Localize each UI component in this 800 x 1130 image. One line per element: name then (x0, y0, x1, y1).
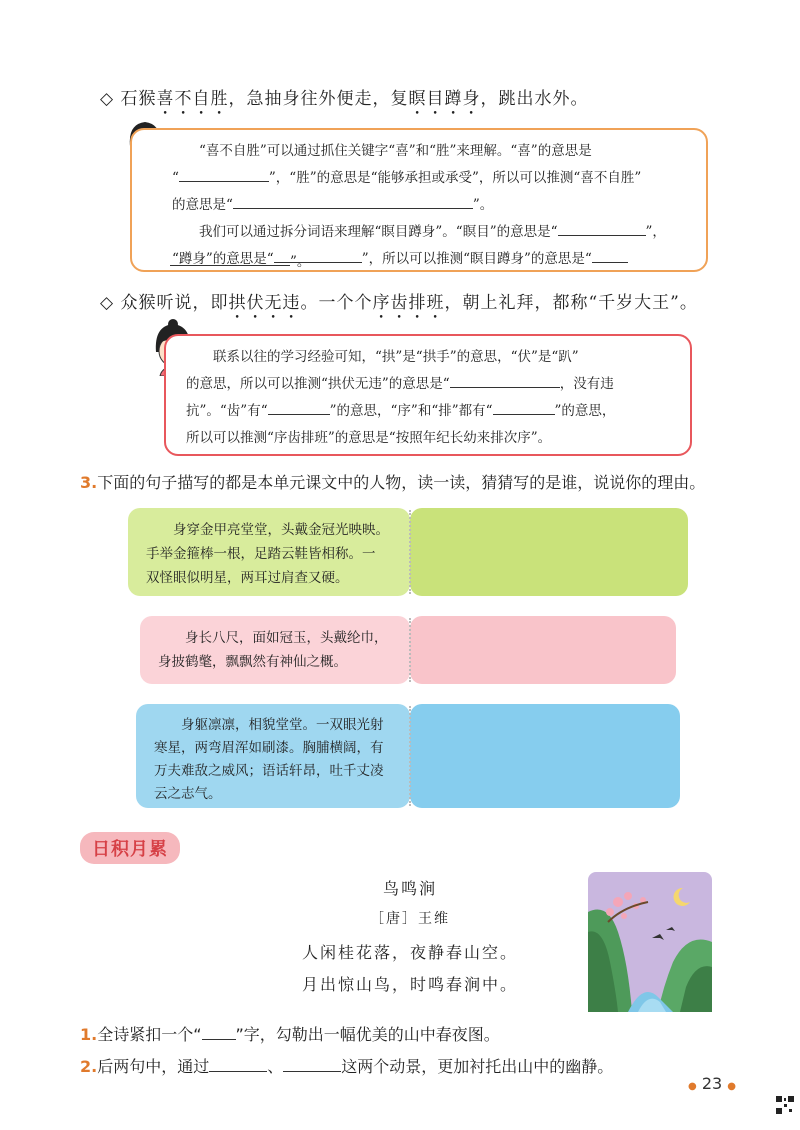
card-text: 云之志气。 (154, 786, 222, 802)
hint-text: ，没有违 (559, 376, 614, 392)
dot-icon: ● (727, 1081, 737, 1092)
question-text: 后两句中，通过 (97, 1057, 210, 1076)
answer-blank[interactable] (558, 221, 646, 236)
dotted-word: 序齿排班 (372, 293, 445, 313)
sentence-1 (100, 84, 588, 119)
character-card-3 (136, 704, 410, 808)
card-text: 手举金箍棒一根，足踏云鞋皆相称。一 (146, 546, 376, 562)
section-tag: 日积月累 (80, 832, 180, 864)
poem-question-1 (80, 1022, 500, 1045)
card-divider (409, 510, 411, 594)
hint-text: “喜不自胜”可以通过抓住关键字“喜”和“胜”来理解。“喜”的意思是 (199, 143, 592, 159)
hint-text: 所以可以推测“序齿排班”的意思是“按照年纪长幼来排次序”。 (186, 430, 552, 446)
mountain-night-illustration (588, 872, 712, 1012)
poem-line-2: 月出惊山鸟，时鸣春涧中。 (301, 975, 518, 994)
hint-text: 抗”。“齿”有“ (186, 403, 268, 419)
character-card-1 (128, 508, 410, 596)
answer-area-3[interactable] (410, 704, 680, 808)
hint-text: “蹲身”的意思是“ (172, 251, 274, 267)
answer-area-2[interactable] (410, 616, 676, 684)
hint-text: “ (172, 170, 179, 186)
poem-question-2 (80, 1054, 613, 1077)
card-divider (409, 618, 411, 682)
question-number: 1. (80, 1025, 98, 1044)
question-text: ”字，勾勒出一幅优美的山中春夜图。 (235, 1025, 500, 1044)
sentence-text: ，朝上礼拜，都称“千岁大王”。 (444, 293, 698, 313)
sentence-text: 石猴 (120, 89, 157, 109)
dotted-word: 拱伏无违 (228, 293, 301, 313)
answer-blank[interactable] (179, 167, 269, 182)
answer-blank[interactable] (233, 194, 473, 209)
sentence-text: ，急抽身往外便走，复 (228, 89, 409, 109)
card-text: 双怪眼似明星，两耳过肩查又硬。 (146, 570, 349, 586)
qr-code-icon (776, 1096, 794, 1114)
poem-title: 鸟鸣涧 (382, 879, 437, 898)
hint-text: ”， (645, 224, 666, 240)
answer-blank[interactable] (283, 1057, 341, 1072)
hint-text: 的意思是“ (172, 197, 233, 213)
answer-area-1[interactable] (410, 508, 688, 596)
answer-blank[interactable] (209, 1057, 267, 1072)
answer-blank[interactable] (202, 1025, 236, 1040)
diamond-marker: ◇ (100, 89, 115, 109)
poem-author: ［唐］王维 (370, 911, 450, 927)
hint-text: ”，所以可以推测“瞑目蹲身”的意思是“ (361, 251, 592, 267)
card-text: 身长八尺，面如冠玉，头戴纶巾， (185, 630, 388, 646)
question-text: 、 (267, 1057, 284, 1076)
card-divider (409, 706, 411, 806)
hint-text: 我们可以通过拆分词语来理解“瞑目蹲身”。“瞑目”的意思是“ (199, 224, 558, 240)
page-number-text: 23 (701, 1074, 723, 1093)
hint-text: 的意思，所以可以推测“拱伏无违”的意思是“ (186, 376, 450, 392)
poem-line-1: 人闲桂花落，夜静春山空。 (301, 943, 518, 962)
dot-icon: ● (688, 1081, 697, 1092)
hint-text: ”的意思，“序”和“排”都有“ (329, 403, 493, 419)
hint-text: ”的意思， (554, 403, 616, 419)
hint-text: ”。 (472, 197, 494, 213)
sentence-text: ，跳出水外。 (480, 89, 589, 109)
page-number (688, 1074, 736, 1093)
box1-last-line (170, 250, 310, 270)
dotted-word: 喜不自胜 (156, 89, 229, 109)
answer-blank[interactable] (450, 373, 560, 388)
diamond-marker: ◇ (100, 293, 115, 313)
question-text: 全诗紧扣一个“ (97, 1025, 202, 1044)
card-text: 身穿金甲亮堂堂，头戴金冠光映映。 (173, 522, 389, 538)
question-3 (80, 470, 705, 493)
answer-blank[interactable] (493, 400, 555, 415)
answer-blank[interactable] (170, 251, 290, 266)
question-number: 2. (80, 1057, 98, 1076)
character-card-2 (140, 616, 410, 684)
sentence-text: 。一个个 (300, 293, 373, 313)
hint-text: 联系以往的学习经验可知，“拱”是“拱手”的意思，“伏”是“趴” (213, 349, 579, 365)
question-number: 3. (80, 473, 98, 492)
hint-box-2 (164, 334, 692, 456)
card-text: 万夫难敌之威风；语话轩昂，吐千丈凌 (154, 763, 384, 779)
answer-blank[interactable] (592, 248, 628, 263)
card-text: 寒星，两弯眉浑如刷漆。胸脯横阔，有 (154, 740, 384, 756)
answer-blank[interactable] (268, 400, 330, 415)
dotted-word: 瞑目蹲身 (408, 89, 481, 109)
card-text: 身披鹤氅，飘飘然有神仙之概。 (158, 654, 347, 670)
question-text: 这两个动景，更加衬托出山中的幽静。 (341, 1057, 614, 1076)
hint-text: ”。 (290, 254, 311, 270)
hint-text: ”，“胜”的意思是“能够承担或承受”，所以可以推测“喜不自胜” (268, 170, 642, 186)
question-text: 下面的句子描写的都是本单元课文中的人物，读一读，猜猜写的是谁，说说你的理由。 (97, 473, 706, 492)
card-text: 身躯凛凛，相貌堂堂。一双眼光射 (181, 717, 384, 733)
sentence-text: 众猴听说，即 (120, 293, 229, 313)
